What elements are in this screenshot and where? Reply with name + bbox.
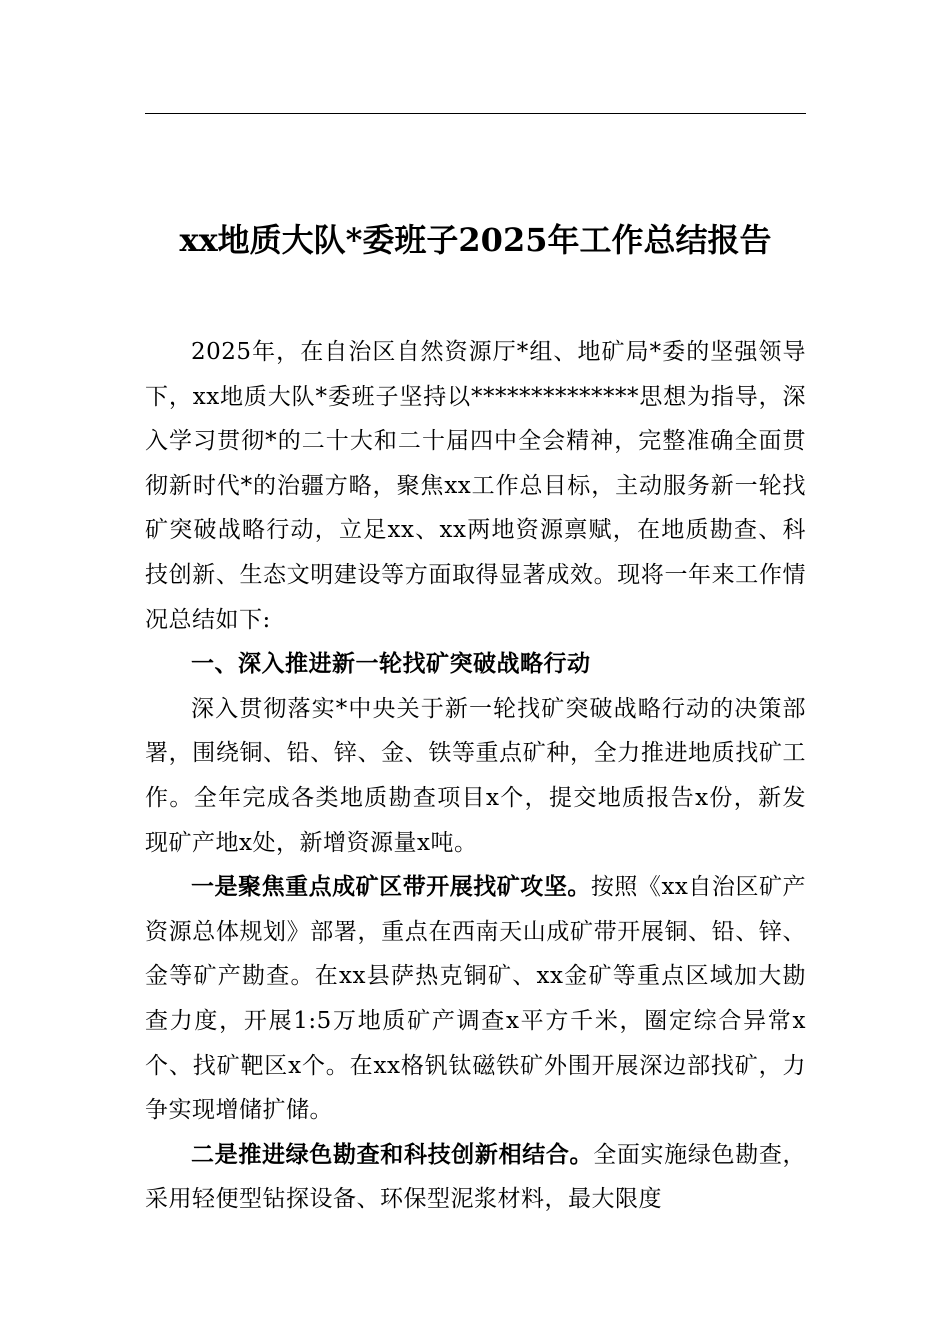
document-title: xx地质大队*委班子2025年工作总结报告: [179, 221, 772, 260]
section-paragraph: 深入贯彻落实*中央关于新一轮找矿突破战略行动的决策部署，围绕铜、铅、锌、金、铁等重点矿种，全力推进地质找矿工作。全年完成各类地质勘查项目x个，提交地质报告x份，新发现矿产地x处，新增资源量x吨。: [145, 695, 806, 856]
point-two-lead: 二是推进绿色勘查和科技创新相结合。: [191, 1140, 594, 1168]
intro-paragraph: 2025年，在自治区自然资源厅*组、地矿局*委的坚强领导下，xx地质大队*委班子坚持以**************思想为指导，深入学习贯彻*的二十大和二十届四中全会精神，完整准确全面贯彻新时代*的治疆方略，聚焦xx工作总目标，主动服务新一轮找矿突破战略行动，立足xx、xx两地资源禀赋，在地质勘查、科技创新、生态文明建设等方面取得显著成效。现将一年来工作情况总结如下:: [145, 339, 806, 633]
header-rule: [145, 113, 806, 114]
point-one-paragraph: [145, 865, 806, 1133]
document-body: [145, 330, 806, 1222]
point-two-paragraph: [145, 1133, 806, 1222]
section-heading: 一、深入推进新一轮找矿突破战略行动: [191, 651, 591, 678]
point-two-text: 全面实施绿色勘查，采用轻便型钻探设备、环保型泥浆材料，最大限度: [145, 1141, 807, 1213]
point-one-text: 按照《xx自治区矿产资源总体规划》部署，重点在西南天山成矿带开展铜、铅、锌、金等矿产勘查。在xx县萨热克铜矿、xx金矿等重点区域加大勘查力度，开展1:5万地质矿产调查x平方千米，圈定综合异常x个、找矿靶区x个。在xx格钒钛磁铁矿外围开展深边部找矿，力争实现增储扩储。: [145, 874, 806, 1124]
point-one-lead: 一是聚焦重点成矿区带开展找矿攻坚。: [191, 873, 591, 901]
